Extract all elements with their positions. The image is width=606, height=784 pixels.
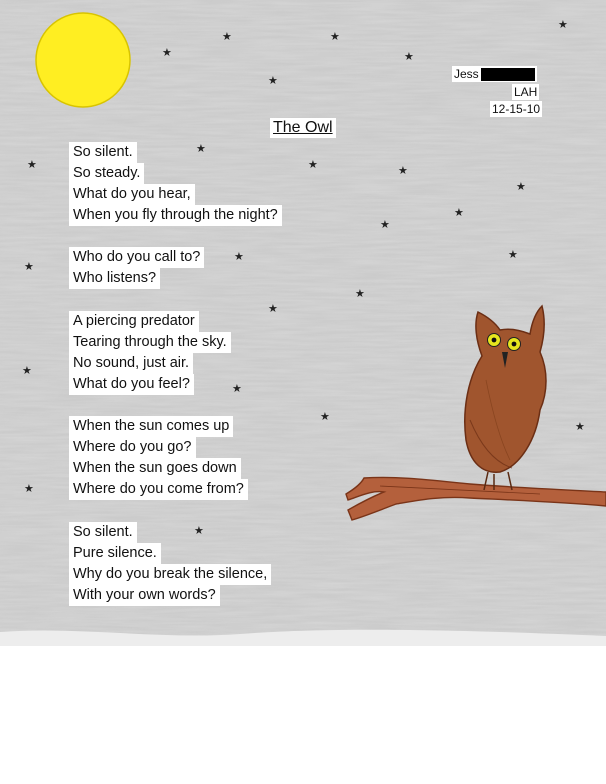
star: ★: [194, 524, 204, 537]
poem-line: When you fly through the night?: [69, 205, 282, 226]
poem-line: Tearing through the sky.: [69, 332, 231, 353]
poem-line: Pure silence.: [69, 543, 161, 564]
poem-line: Why do you break the silence,: [69, 564, 271, 585]
star: ★: [320, 410, 330, 423]
poem-line: Where do you go?: [69, 437, 196, 458]
poem-line: What do you feel?: [69, 374, 194, 395]
author-name: Jess: [454, 67, 479, 81]
poem-line: When the sun comes up: [69, 416, 233, 437]
author-name-line: [452, 66, 537, 82]
star: ★: [380, 218, 390, 231]
poem-line: What do you hear,: [69, 184, 195, 205]
star: ★: [22, 364, 32, 377]
star: ★: [558, 18, 568, 31]
star: ★: [268, 74, 278, 87]
star: ★: [404, 50, 414, 63]
star: ★: [162, 46, 172, 59]
class-code: LAH: [514, 85, 538, 99]
poem-title: The Owl: [270, 118, 336, 138]
poem-line: Who do you call to?: [69, 247, 204, 268]
star: ★: [355, 287, 365, 300]
star: ★: [27, 158, 37, 171]
redacted-surname-bar: [481, 68, 535, 81]
date-label: 12-15-10: [492, 102, 541, 116]
star: ★: [234, 250, 244, 263]
poem-line: A piercing predator: [69, 311, 199, 332]
star: ★: [24, 260, 34, 273]
poem-line: No sound, just air.: [69, 353, 193, 374]
star: ★: [575, 420, 585, 433]
poem-line: So silent.: [69, 142, 137, 163]
poem-line: Who listens?: [69, 268, 160, 289]
poem-line: When the sun goes down: [69, 458, 241, 479]
poem-line: So steady.: [69, 163, 144, 184]
star: ★: [508, 248, 518, 261]
paper-bottom: [0, 640, 606, 784]
poem-line: With your own words?: [69, 585, 220, 606]
star: ★: [196, 142, 206, 155]
star: ★: [516, 180, 526, 193]
moon: [36, 13, 130, 107]
star: ★: [398, 164, 408, 177]
poem-line: Where do you come from?: [69, 479, 248, 500]
star: ★: [454, 206, 464, 219]
star: ★: [222, 30, 232, 43]
star: ★: [268, 302, 278, 315]
star: ★: [24, 482, 34, 495]
star: ★: [330, 30, 340, 43]
star: ★: [308, 158, 318, 171]
star: ★: [232, 382, 242, 395]
poem-line: So silent.: [69, 522, 137, 543]
